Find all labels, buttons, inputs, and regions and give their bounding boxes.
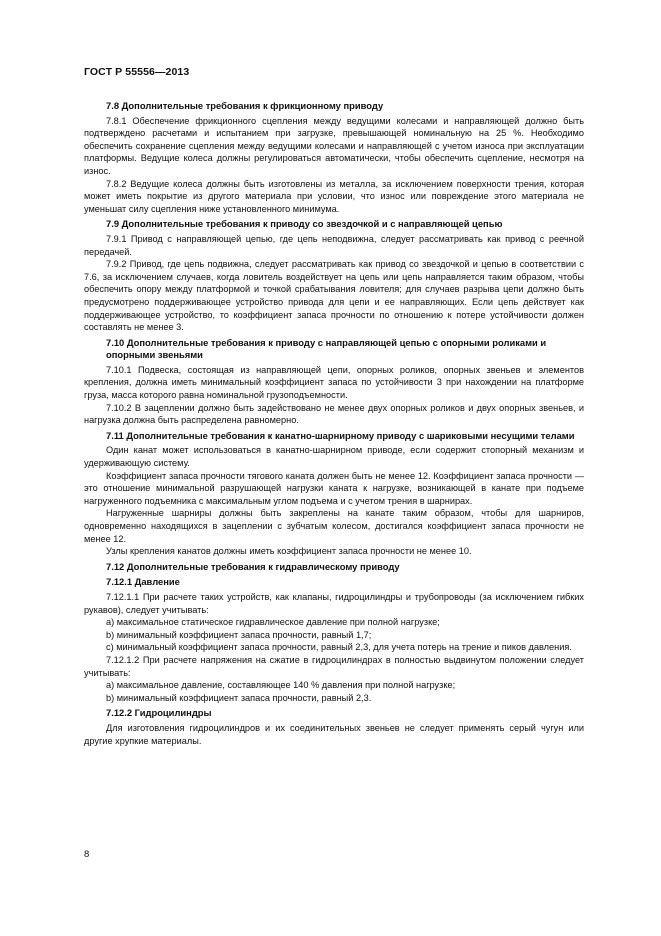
paragraph-7-9-1: 7.9.1 Привод с направляющей цепью, где цепь неподвижна, следует рассматривать как привод с реечной передачей. [84,233,584,257]
paragraph-7-11-b: Коэффициент запаса прочности тягового каната должен быть не менее 12. Коэффициент запаса прочности — это отношение минимальной разрушающей нагрузки каната к нагрузке, возникающей в канате при подъеме нагруженного подъемника с максимальным углом подъема и с учетом трения в шарнирах. [84,470,584,506]
paragraph-7-12-1-1: 7.12.1.1 При расчете таких устройств, как клапаны, гидроцилиндры и трубопроводы (за исключением гибких рукавов), следует учитывать: [84,591,584,615]
section-heading-7-12: 7.12 Дополнительные требования к гидравлическому приводу [106,560,400,572]
list-item-c: c) минимальный коэффициент запаса прочности, равный 2,3, для учета потерь на трение и пиков давления. [106,642,572,653]
paragraph-7-11-c: Нагруженные шарниры должны быть закреплены на канате таким образом, чтобы для шарниров, одновременно находящихся в зацеплении с зубчатым колесом, достигался коэффициент запаса прочности не менее 12. [84,508,584,544]
paragraph-7-12-1-2: 7.12.1.2 При расчете напряжения на сжатие в гидроцилиндрах в полностью выдвинутом положении следует учитывать: [84,654,584,678]
paragraph-7-10-1: 7.10.1 Подвеска, состоящая из направляющей цепи, опорных роликов, опорных звеньев и элементов крепления, должна иметь минимальный коэффициент запаса по устойчивости 3 при нахождении на платформе груза, масса которого равна номинальной грузоподъемности. [84,364,584,401]
paragraph-7-10-2: 7.10.2 В зацеплении должно быть задействовано не менее двух опорных роликов и двух опорных звеньев, и нагрузка должна быть распределена равномерно. [84,402,584,426]
paragraph-7-11-d: Узлы крепления канатов должны иметь коэффициент запаса прочности не менее 10. [106,546,472,557]
paragraph-7-8-1: 7.8.1 Обеспечение фрикционного сцепления между ведущими колесами и направляющей должно быть подтверждено расчетами и испытанием при загрузке, превышающей номинальную на 25 %. Необходимо обеспечить сохранение сцепления между ведущими колесами и направляющей с учетом износа при эксплуатации платформы. Ведущие колеса должны регулироваться автоматически, чтобы обеспечить сцепление, несмотря на износ. [84,115,584,176]
list-item-a: a) максимальное статическое гидравлическое давление при полной нагрузке; [106,617,440,628]
paragraph-7-11-a: Один канат может использоваться в канатно-шарнирном приводе, если содержит стопорный механизм и удерживающую систему. [84,445,584,469]
list-item-a-2: a) максимальное давление, составляющее 140 % давления при полной нагрузке; [106,680,456,691]
section-heading-7-10: 7.10 Дополнительные требования к приводу с направляющей цепью с опорными роликами и опорными звеньями [106,336,547,361]
paragraph-7-12-2: Для изготовления гидроцилиндров и их соединительных звеньев не следует применять серый чугун или другие хрупкие материалы. [84,722,584,746]
subsection-heading-7-12-2: 7.12.2 Гидроцилиндры [106,707,212,719]
section-heading-7-11: 7.11 Дополнительные требования к канатно-шарнирному приводу с шариковыми несущими телами [106,429,575,441]
list-item-b-2: b) минимальный коэффициент запаса прочности, равный 2,3. [106,692,372,703]
subsection-heading-7-12-1: 7.12.1 Давление [106,576,180,588]
paragraph-7-9-2: 7.9.2 Привод, где цепь подвижна, следует рассматривать как привод со звездочкой и цепью в соответствии с 7.6, за исключением случаев, когда ловитель воздействует на цепь или цепь направляется таким образом, чтобы обеспечить опору между платформой и точкой срабатывания ловителя; для случаев разрыва цепи должно быть предусмотрено поддерживающее устройство привода для цепи и ее направляющих. Если цепь действует как поддерживающее устройство, то коэффициент запаса прочности по отношению к потере устойчивости должен составлять не менее 3. [84,259,584,333]
list-item-b: b) минимальный коэффициент запаса прочности, равный 1,7; [106,629,372,640]
document-body [84,97,584,747]
document-header: ГОСТ Р 55556—2013 [84,66,190,78]
section-heading-7-8: 7.8 Дополнительные требования к фрикционному приводу [106,100,384,111]
paragraph-7-8-2: 7.8.2 Ведущие колеса должны быть изготовлены из металла, за исключением поверхности трения, которая может иметь покрытие из другого материала при условии, что износ или повреждение этого материала не уменьшат силу сцепления ниже установленного минимума. [84,178,584,214]
section-heading-7-9: 7.9 Дополнительные требования к приводу со звездочкой и с направляющей цепью [106,218,503,230]
page-number: 8 [84,849,90,860]
